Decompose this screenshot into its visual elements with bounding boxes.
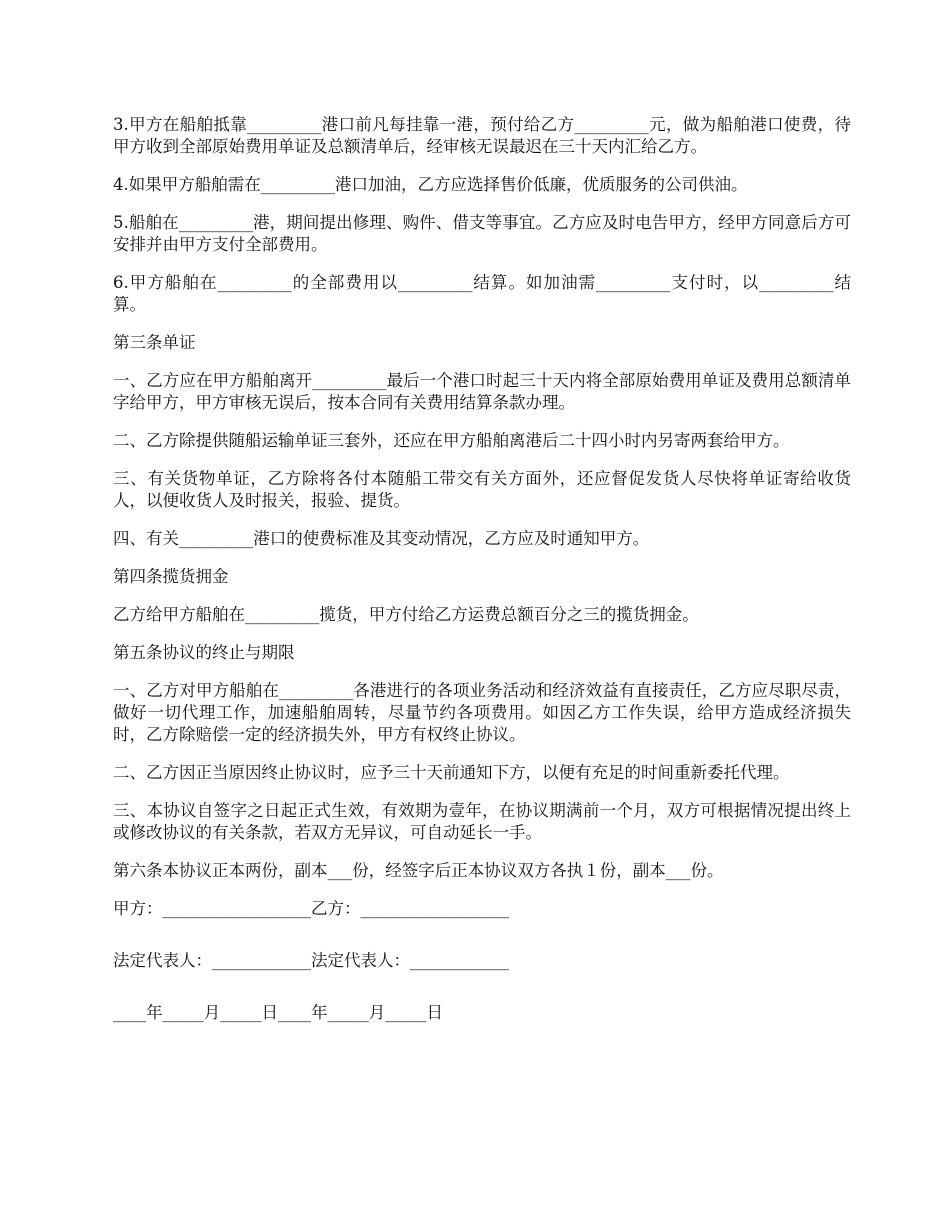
- section-heading-commission: 第四条揽货拥金: [113, 567, 229, 586]
- signature-parties-line: 甲方：__________________乙方：__________________: [113, 899, 509, 918]
- termination-item-2: 二、乙方因正当原因终止协议时，应予三十天前通知下方，以便有充足的时间重新委托代理。: [113, 763, 790, 782]
- documents-item-4: 四、有关_________港口的使费标准及其变动情况，乙方应及时通知甲方。: [113, 529, 650, 548]
- signature-representatives-line: 法定代表人：____________法定代表人：____________: [113, 951, 509, 970]
- termination-item-3: 三、本协议自签字之日起正式生效，有效期为壹年，在协议期满前一个月，双方可根据情况提出终上或修改协议的有关条款，若双方无异议，可自动延长一手。: [113, 801, 851, 842]
- documents-item-2: 二、乙方除提供随船运输单证三套外，还应在甲方船舶离港后二十四小时内另寄两套给甲方。: [113, 431, 790, 450]
- documents-item-3: 三、有关货物单证，乙方除将各付本随船工带交有关方面外，还应督促发货人尽快将单证寄给收货人，以便收货人及时报关，报验、提货。: [113, 469, 851, 510]
- copies-clause: 第六条本协议正本两份，副本___份，经签字后正本协议双方各执１份，副本___份。: [113, 861, 724, 880]
- section-heading-documents: 第三条单证: [113, 333, 196, 352]
- clause-3: 3.甲方在船舶抵靠_________港口前凡每挂靠一港，预付给乙方_________元，做为船舶港口使费，待甲方收到全部原始费用单证及总额清单后，经审核无误最迟在三十天内汇给乙方。: [113, 115, 851, 156]
- clause-4: 4.如果甲方船舶需在_________港口加油，乙方应选择售价低廉，优质服务的公司供油。: [113, 175, 748, 194]
- signature-date-line: ____年_____月_____日____年_____月_____日: [113, 1003, 443, 1022]
- commission-clause: 乙方给甲方船舶在_________揽货，甲方付给乙方运费总额百分之三的揽货拥金。: [113, 605, 699, 624]
- clause-6: 6.甲方船舶在_________的全部费用以_________结算。如加油需_________支付时，以_________结算。: [113, 273, 851, 314]
- documents-item-1: 一、乙方应在甲方船舶离开_________最后一个港口时起三十天内将全部原始费用单证及费用总额清单字给甲方，甲方审核无误后，按本合同有关费用结算条款办理。: [113, 371, 851, 412]
- document-body: [113, 114, 851, 1054]
- clause-5: 5.船舶在_________港，期间提出修理、购件、借支等事宜。乙方应及时电告甲方，经甲方同意后方可安排并由甲方支付全部费用。: [113, 213, 851, 254]
- termination-item-1: 一、乙方对甲方船舶在_________各港进行的各项业务活动和经济效益有直接责任，乙方应尽职尽责，做好一切代理工作，加速船舶周转，尽量节约各项费用。如因乙方工作失误，给甲方造成经济损失时，乙方除赔偿一定的经济损失外，甲方有权终止协议。: [113, 681, 851, 744]
- section-heading-termination: 第五条协议的终止与期限: [113, 643, 295, 662]
